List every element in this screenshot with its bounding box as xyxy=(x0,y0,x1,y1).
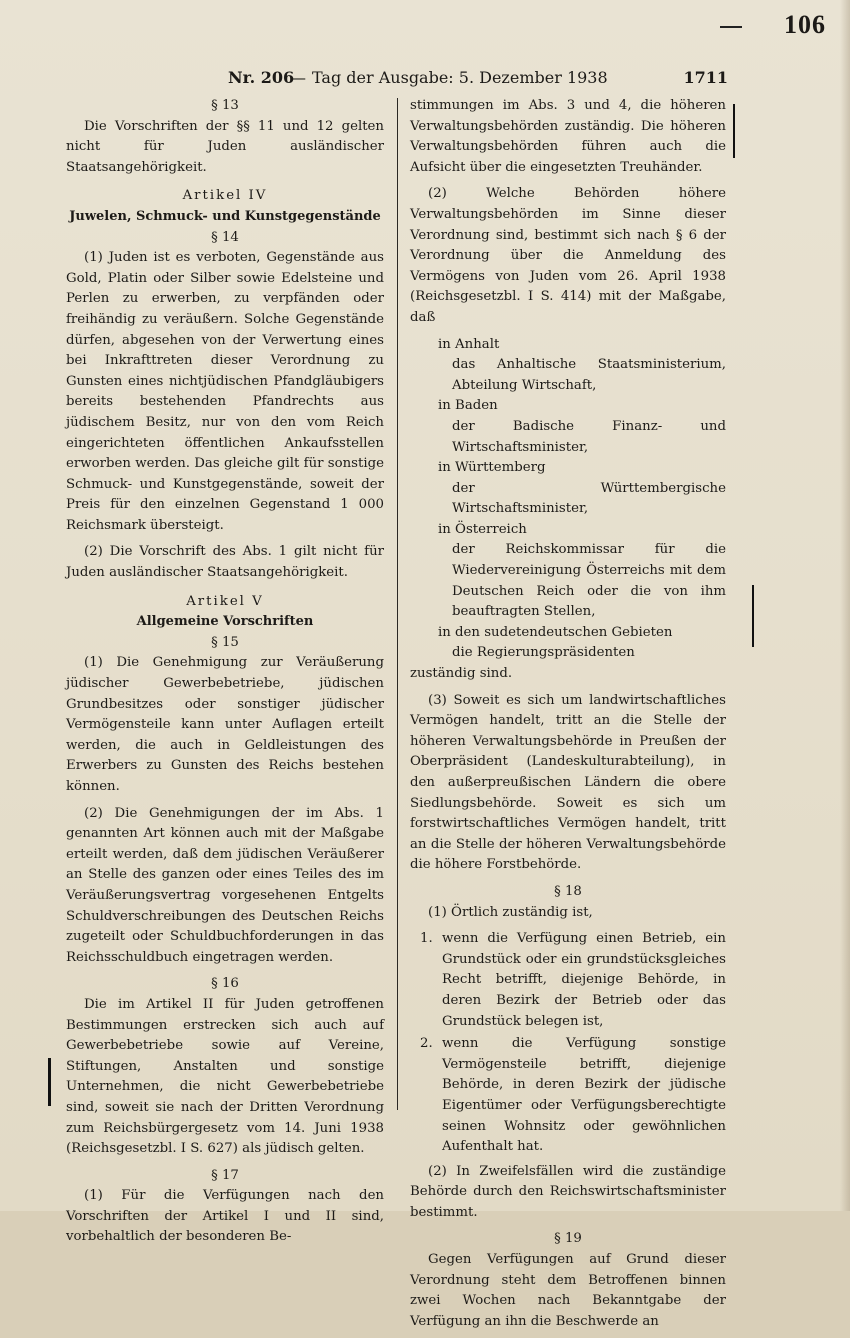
issue-date: Tag der Ausgabe: 5. Dezember 1938 xyxy=(312,68,608,87)
authority-wuerttemberg: der Württembergische Wirtschaftsminister, xyxy=(452,480,726,517)
authority-baden: der Badische Finanz- und Wirtschaftsminister, xyxy=(452,418,726,455)
page-number: 1711 xyxy=(683,68,728,87)
section-18-intro: (1) Örtlich zuständig ist, xyxy=(428,904,593,920)
section-15-title: § 15 xyxy=(211,634,239,650)
authority-anhalt: das Anhaltische Staatsministerium, Abteilung Wirtschaft, xyxy=(452,357,726,393)
section-14-para-1: (1) Juden ist es verboten, Gegenstände aus Gold, Platin oder Silber sowie Edelsteine und Perlen zu erwerben, zu verpfänden oder freihändig zu veräußern. Solche Gegenstände dürfen, abgesehen von der Verwertung eines bei Inkrafttreten dieser Verordnung zu Gunsten eines nichtjüdischen Pfandgläubigers bereits bestehenden Pfandrechts aus jüdischem Besitz, nur von den vom Reich eingerichteten öffentlichen Ankaufsstellen erworben werden. Das gleiche gilt für sonstige Schmuck- und Kunstgegenstände, soweit der Preis für den einzelnen Gegenstand 1 000 Reichsmark übersteigt. xyxy=(66,250,384,533)
margin-mark xyxy=(48,1058,51,1106)
authority-sudeten: die Regierungspräsidenten xyxy=(452,645,635,661)
section-15-para-2: (2) Die Genehmigungen der im Abs. 1 genannten Art können auch mit der Maßgabe erteilt werden, daß dem jüdischen Veräußerer an Stelle des ganzen oder eines Teiles des im Veräußerungsvertrag vorgesehenen Entgelts Schuldverschreibungen des Deutschen Reichs zugeteilt oder Schuldbuchforderungen in das Reichsschuldbuch eingetragen werden. xyxy=(66,805,384,965)
column-divider xyxy=(397,98,398,1110)
closing-line: zuständig sind. xyxy=(410,666,513,682)
section-18-para-2: (2) In Zweifelsfällen wird die zuständige Behörde durch den Reichswirtschaftsminister bestimmt. xyxy=(410,1163,726,1220)
section-17-continuation: stimmungen im Abs. 3 und 4, die höheren Verwaltungsbehörden zuständig. Die höheren Verwaltungsbehörden führen auch die Aufsicht über die eingesetzten Treuhänder. xyxy=(410,98,726,175)
issue-number: Nr. 206 xyxy=(228,68,295,87)
list-number: 2. xyxy=(420,1036,433,1052)
region-sudeten: in den sudetendeutschen Gebieten xyxy=(438,624,673,640)
archive-dash xyxy=(720,26,742,28)
right-column xyxy=(410,96,726,1338)
section-14-title: § 14 xyxy=(211,229,239,245)
list-text: wenn die Verfügung einen Betrieb, ein Grundstück oder ein grundstücksgleiches Recht betrifft, diejenige Behörde, in deren Bezirk der Betrieb oder das Grundstück belegen ist, xyxy=(442,931,726,1029)
list-item xyxy=(410,929,726,1032)
section-17-title: § 17 xyxy=(211,1167,239,1183)
page-header xyxy=(228,68,728,92)
section-16-title: § 16 xyxy=(211,976,239,992)
paper-edge-shadow xyxy=(840,0,850,1211)
section-13-title: § 13 xyxy=(211,98,239,113)
margin-mark xyxy=(733,104,735,158)
region-anhalt: in Anhalt xyxy=(438,336,500,352)
article-5-label: Artikel V xyxy=(186,593,264,609)
region-oesterreich: in Österreich xyxy=(438,521,527,537)
region-wuerttemberg: in Württemberg xyxy=(438,460,546,476)
section-19-title: § 19 xyxy=(554,1231,582,1247)
article-5-title: Allgemeine Vorschriften xyxy=(136,614,314,630)
list-number: 1. xyxy=(420,931,433,947)
section-18-list xyxy=(410,929,726,1158)
section-14-para-2: (2) Die Vorschrift des Abs. 1 gilt nicht für Juden ausländischer Staatsangehörigkeit. xyxy=(66,544,384,581)
section-17-para-2: (2) Welche Behörden höhere Verwaltungsbehörden im Sinne dieser Verordnung sind, bestimmt sich nach § 6 der Verordnung über die Anmeldung des Vermögens von Juden vom 26. April 1938 (Reichsgesetzbl. I S. 414) mit der Maßgabe, daß xyxy=(410,186,726,325)
section-18-title: § 18 xyxy=(554,883,582,899)
section-17-text: (1) Für die Verfügungen nach den Vorschriften der Artikel I und II sind, vorbehaltlich der besonderen Be- xyxy=(66,1188,384,1245)
section-17-para-3: (3) Soweit es sich um landwirtschaftliches Vermögen handelt, tritt an die Stelle der höheren Verwaltungsbehörde in Preußen der Oberpräsident (Landeskulturabteilung), in den außerpreußischen Ländern die obere Siedlungsbehörde. Soweit es sich um forstwirtschaftliches Vermögen handelt, tritt an die Stelle der höheren Verwaltungsbehörde die höhere Forstbehörde. xyxy=(410,692,726,873)
archive-page-number: 106 xyxy=(784,10,826,39)
section-13-text: Die Vorschriften der §§ 11 und 12 gelten nicht für Juden ausländischer Staatsangehörigkeit. xyxy=(66,118,384,175)
archive-page-mark xyxy=(720,10,840,44)
article-4-label: Artikel IV xyxy=(182,188,268,204)
list-item xyxy=(410,1034,726,1158)
section-16-text: Die im Artikel II für Juden getroffenen Bestimmungen erstrecken sich auch auf Gewerbebetriebe sowie auf Vereine, Stiftungen, Anstalten und sonstige Unternehmen, die nicht Gewerbebetriebe sind, soweit sie nach der Dritten Verordnung zum Reichsbürgergesetz vom 14. Juni 1938 (Reichsgesetzbl. I S. 627) als jüdisch gelten. xyxy=(66,996,384,1157)
authority-oesterreich: der Reichskommissar für die Wiedervereinigung Österreichs mit dem Deutschen Reich oder die von ihm beauftragten Stellen, xyxy=(452,542,726,620)
list-text: wenn die Verfügung sonstige Vermögensteile betrifft, diejenige Behörde, in deren Bezirk der jüdische Eigentümer oder Verfügungsberechtigte seinen Wohnsitz oder gewöhnlichen Aufenthalt hat. xyxy=(442,1036,726,1155)
region-baden: in Baden xyxy=(438,398,498,414)
header-dash: — xyxy=(290,68,306,87)
section-19-text: Gegen Verfügungen auf Grund dieser Verordnung steht dem Betroffenen binnen zwei Wochen nach Bekanntgabe der Verfügung an ihn die Beschwerde an xyxy=(410,1252,726,1329)
margin-mark xyxy=(752,585,754,647)
article-4-title: Juwelen, Schmuck- und Kunstgegenstände xyxy=(69,208,381,224)
left-column xyxy=(66,96,384,1254)
section-15-para-1: (1) Die Genehmigung zur Veräußerung jüdischer Gewerbebetriebe, jüdischen Grundbesitzes oder sonstiger jüdischer Vermögensteile kann unter Auflagen erteilt werden, die auch in Geldleistungen des Erwerbers zu Gunsten des Reichs bestehen können. xyxy=(66,655,384,794)
